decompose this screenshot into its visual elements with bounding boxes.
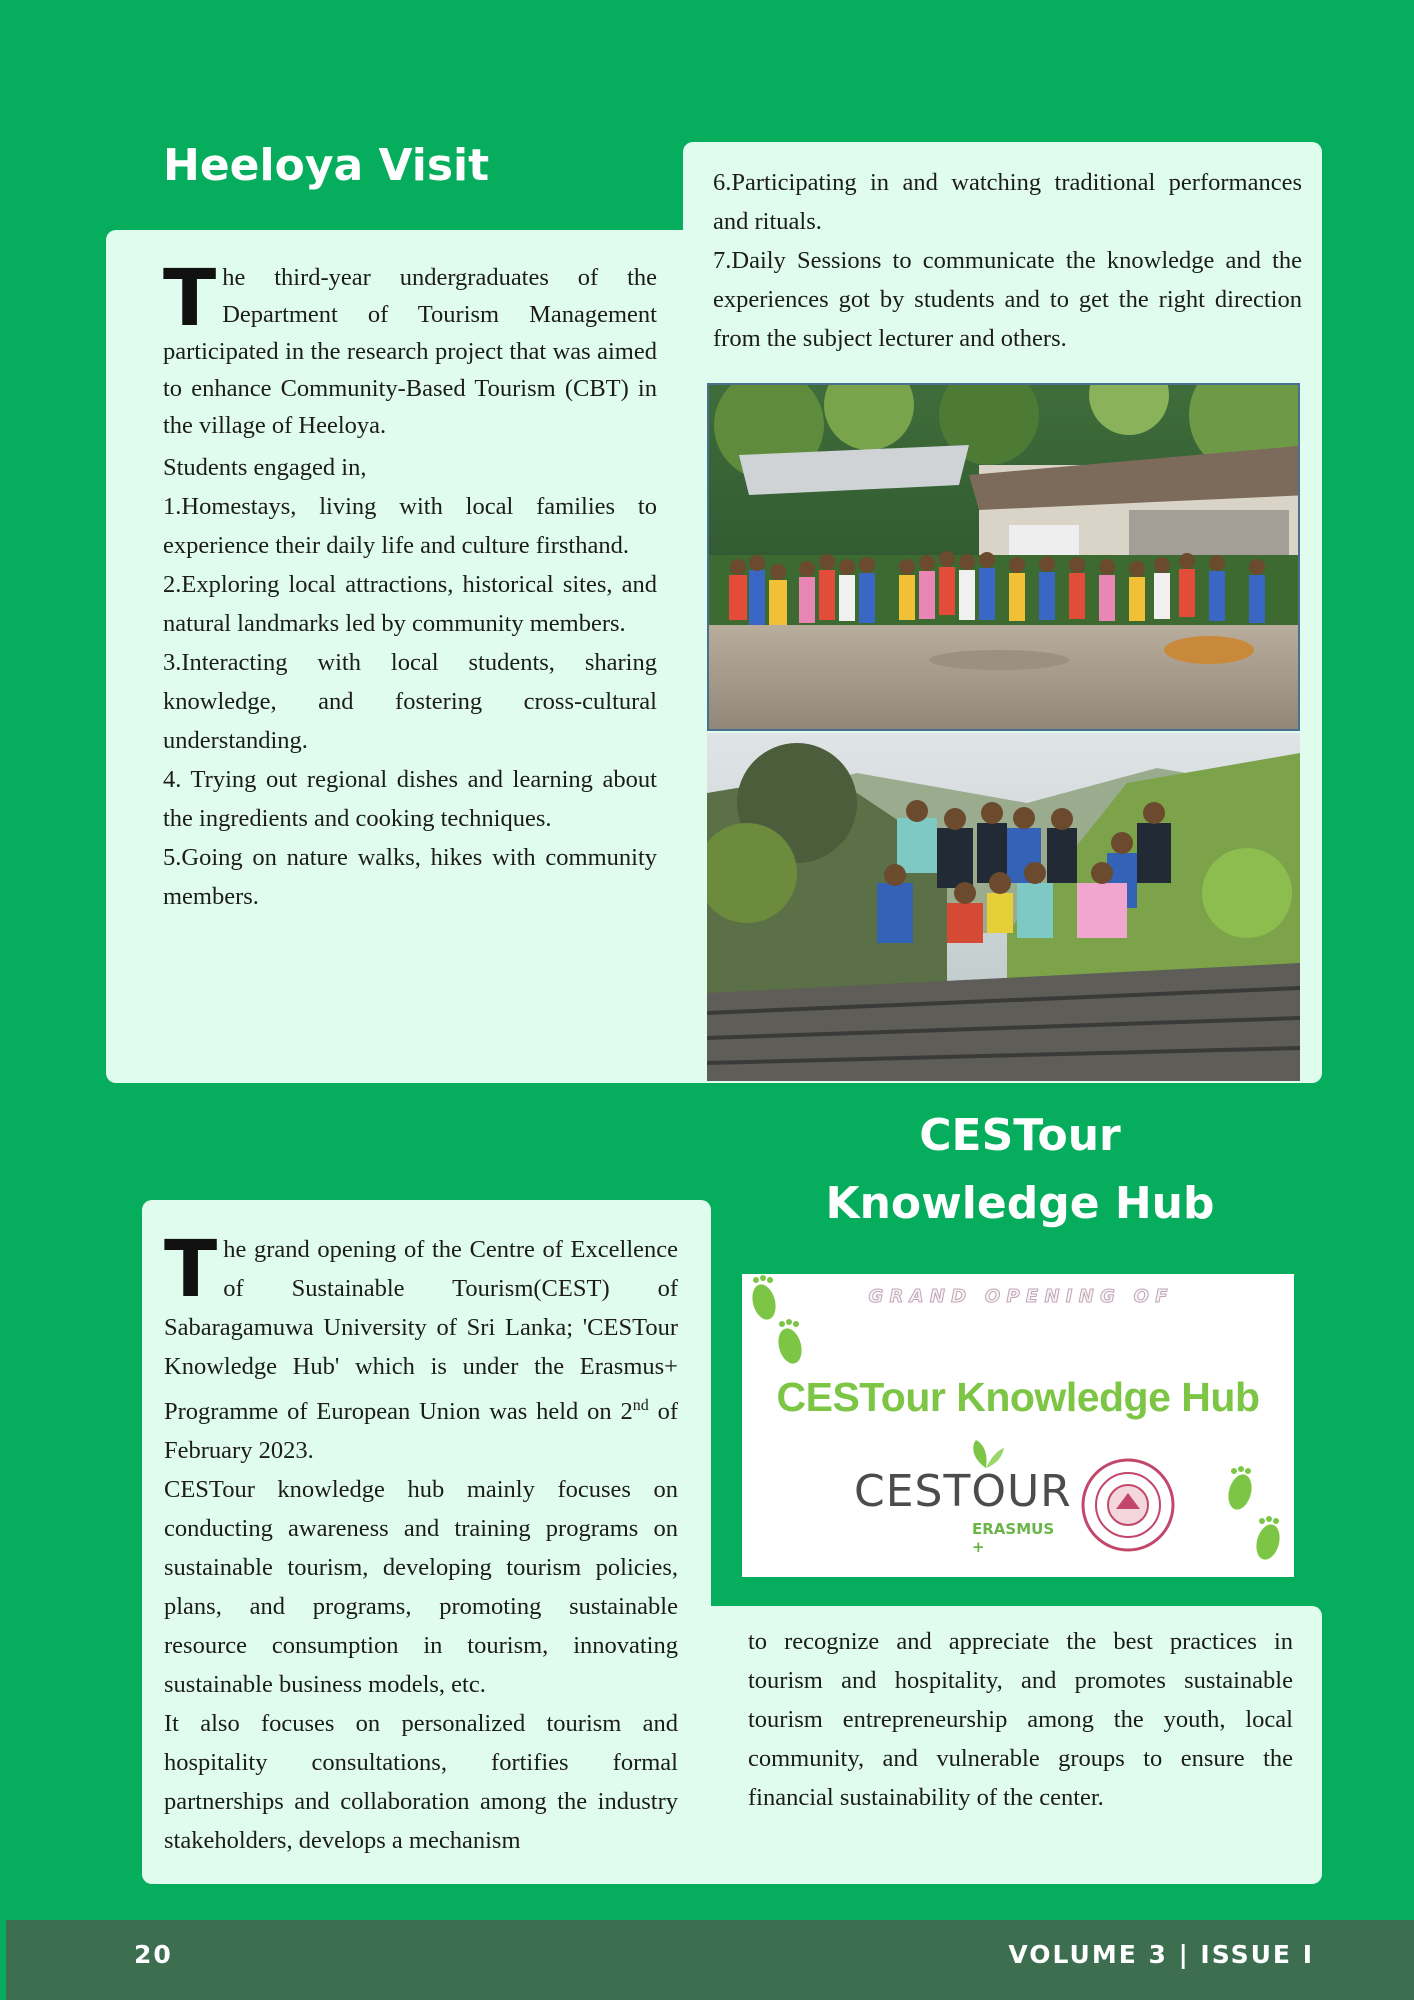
footprints-icon xyxy=(742,1274,812,1384)
volume-issue-label: VOLUME 3 | ISSUE I xyxy=(1008,1940,1314,1969)
erasmus-label: ERASMUS + xyxy=(972,1520,1055,1556)
leaf-icon xyxy=(966,1436,1006,1470)
grand-opening-banner xyxy=(742,1274,1294,1577)
cestour-intro xyxy=(164,1225,678,1470)
list-item: 4. Trying out regional dishes and learning about the ingredients and cooking techniques. xyxy=(163,766,657,832)
list-item: 3.Interacting with local students, sharing knowledge, and fostering cross-cultural understanding. xyxy=(163,649,657,754)
cestour-title-line2: Knowledge Hub xyxy=(825,1178,1215,1229)
cestour-title-line1: CESTour xyxy=(919,1110,1121,1161)
page-number: 20 xyxy=(134,1940,173,1969)
footprints-icon xyxy=(1220,1462,1290,1577)
cestour-right-text xyxy=(748,1622,1293,1817)
list-item: 2.Exploring local attractions, historical sites, and natural landmarks led by community members. xyxy=(163,571,657,637)
drop-cap: T xyxy=(163,254,217,344)
list-item: 1.Homestays, living with local families to experience their daily life and culture firsthand. xyxy=(163,493,657,559)
village-group-photo xyxy=(707,383,1300,731)
list-item: 7.Daily Sessions to communicate the knowledge and the experiences got by students and to get the right direction from the subject lecturer and others. xyxy=(713,247,1302,352)
ordinal-suffix: nd xyxy=(632,1397,649,1414)
heeloya-left-text xyxy=(163,254,657,916)
cestour-also-para-cont: to recognize and appreciate the best practices in tourism and hospitality, and promotes sustainable tourism entrepreneurship among the youth, local community, and vulnerable groups to ensure the financial sustainability of the center. xyxy=(748,1628,1293,1811)
banner-kicker: G R A N D O P E N I N G O F xyxy=(868,1286,1168,1307)
heeloya-right-text xyxy=(713,163,1302,358)
cestour-logo-text: CESTOUR xyxy=(854,1466,1072,1517)
cestour-focus-para: CESTour knowledge hub mainly focuses on conducting awareness and training programs on sustainable tourism, developing tourism policies, plans, and programs, promoting sustainable resource consumption in tourism, innovating sustainable business models, etc. xyxy=(164,1476,678,1699)
cestour-logo xyxy=(854,1466,1072,1556)
page-footer xyxy=(6,1920,1414,2000)
university-seal-icon xyxy=(1080,1457,1176,1553)
students-engaged: Students engaged in, xyxy=(163,454,367,481)
list-item: 5.Going on nature walks, hikes with community members. xyxy=(163,844,657,910)
list-item: 6.Participating in and watching traditional performances and rituals. xyxy=(713,169,1302,235)
heeloya-visit-title: Heeloya Visit xyxy=(163,140,490,191)
banner-title: CESTour Knowledge Hub xyxy=(776,1374,1260,1420)
cestour-also-para: It also focuses on personalized tourism and hospitality consultations, fortifies formal partnerships and collaboration among the industry stakeholders, develops a mechanism xyxy=(164,1710,678,1855)
heeloya-intro: he third-year undergraduates of the Department of Tourism Management participated in the research project that was aimed to enhance Community-Based Tourism (CBT) in the village of Heeloya. xyxy=(163,264,657,439)
cestour-intro-b: of February 2023. xyxy=(164,1398,678,1465)
drop-cap: T xyxy=(164,1225,218,1315)
cestour-left-text xyxy=(164,1225,678,1860)
cestour-intro-a: he grand opening of the Centre of Excellence of Sustainable Tourism(CEST) of Sabaragamuwa University of Sri Lanka; 'CESTour Knowledge Hub' which is under the Erasmus+ Programme of European Union was held on 2 xyxy=(164,1236,678,1426)
mountain-group-photo xyxy=(707,733,1300,1081)
